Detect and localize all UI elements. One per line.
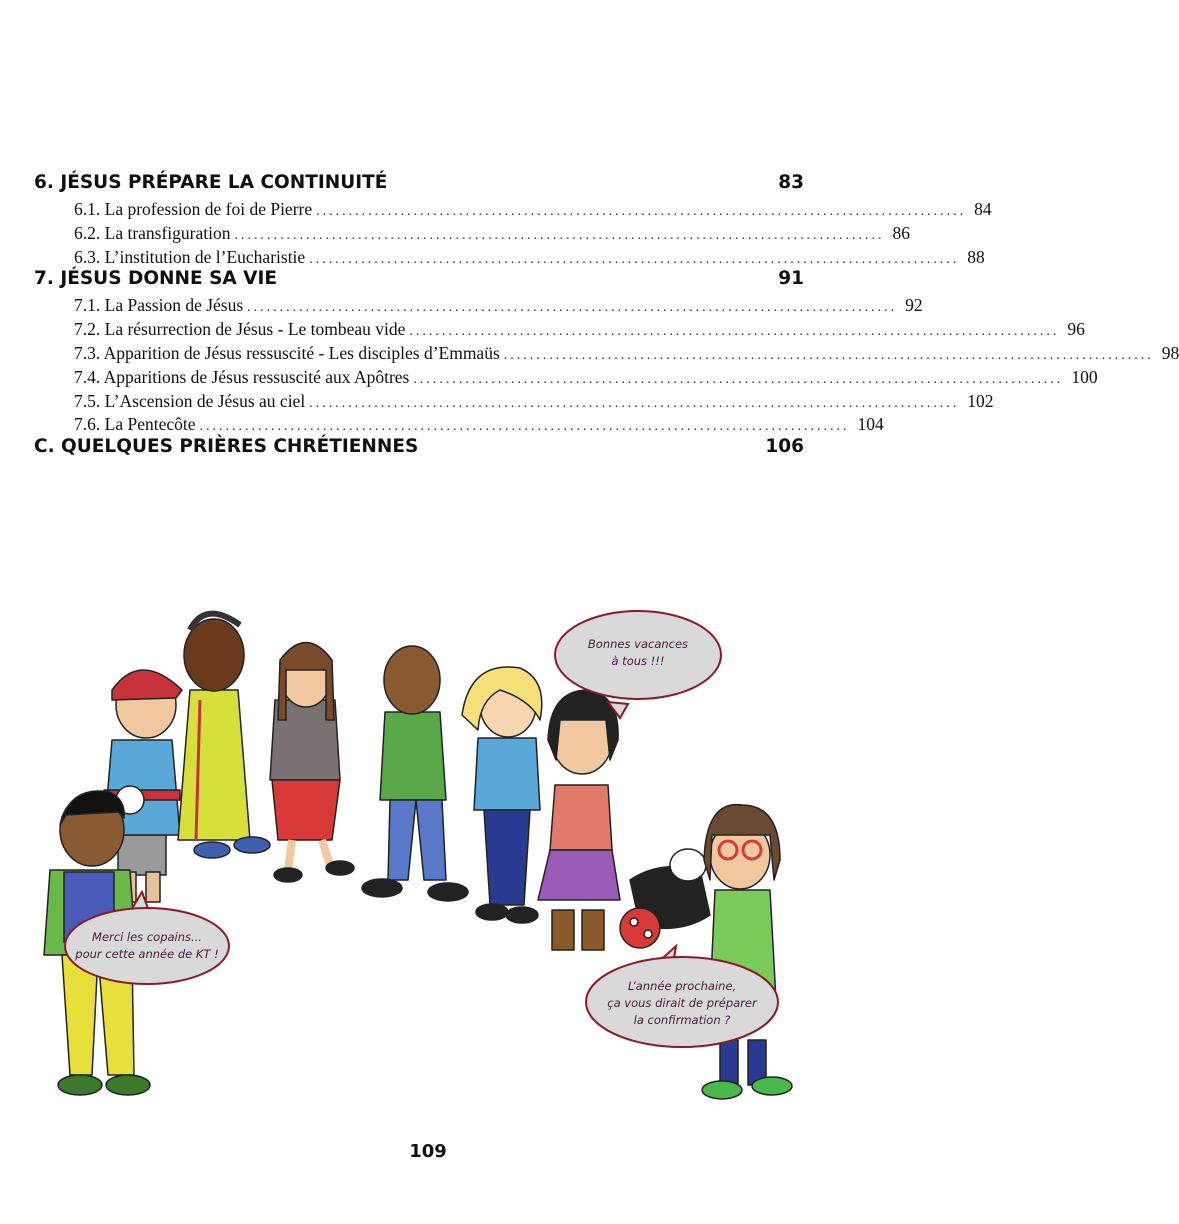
kid-braids <box>178 614 270 858</box>
bubble-text-line: à tous !!! <box>611 654 665 668</box>
toc-leader: .................................................................................................... <box>309 252 960 267</box>
bubble-text-line: ça vous dirait de préparer <box>607 996 757 1010</box>
toc-title: 7.1. La Passion de Jésus <box>74 295 244 315</box>
kid-glasses <box>702 805 792 1099</box>
kid-blonde <box>462 667 542 923</box>
toc-title: 7.4. Apparitions de Jésus ressuscité aux Apôtres <box>74 367 410 387</box>
toc-page: 91 <box>778 268 804 289</box>
bubble-text-line: Merci les copains... <box>92 930 202 944</box>
toc-leader: .................................................................................................... <box>409 324 1060 339</box>
toc-page: 84 <box>974 199 992 219</box>
toc-title: 6.1. La profession de foi de Pierre <box>74 199 313 219</box>
page-number: 109 <box>409 1141 447 1162</box>
toc-title: 6.3. L’institution de l’Eucharistie <box>74 247 306 267</box>
toc-leader: .................................................................................................... <box>413 372 1064 387</box>
toc-page: 83 <box>778 172 804 193</box>
toc-title: 6. JÉSUS PRÉPARE LA CONTINUITÉ <box>34 172 388 193</box>
toc-leader: .................................................................................................... <box>316 204 967 219</box>
kid-cap <box>104 670 182 902</box>
toc-title: 7.5. L’Ascension de Jésus au ciel <box>74 391 306 411</box>
toc-page: 92 <box>905 295 923 315</box>
toc-page: 98 <box>1161 343 1179 363</box>
kid-dark-hair <box>538 690 620 950</box>
bubble-text-line: la confirmation ? <box>633 1013 731 1027</box>
toc-page: 104 <box>857 414 884 434</box>
kid-green-sweater <box>362 646 468 901</box>
kid-grey-sweater <box>270 643 354 883</box>
bubble-text-line: pour cette année de KT ! <box>75 947 219 961</box>
toc-title: 6.2. La transfiguration <box>74 223 231 243</box>
toc-title: 7. JÉSUS DONNE SA VIE <box>34 268 278 289</box>
toc-leader: .................................................................................................... <box>503 348 1154 363</box>
toc-page: 100 <box>1071 367 1098 387</box>
toc-leader: .................................................................................................... <box>234 228 885 243</box>
toc-title: 7.2. La résurrection de Jésus - Le tombeau vide <box>74 319 406 339</box>
toc-title: 7.3. Apparition de Jésus ressuscité - Les disciples d’Emmaüs <box>74 343 500 363</box>
cat-with-ball <box>620 849 710 948</box>
bubble-text-line: Bonnes vacances <box>587 637 689 651</box>
toc-page: 106 <box>765 436 804 457</box>
toc-page: 86 <box>892 223 910 243</box>
toc-leader: .................................................................................................... <box>199 419 850 434</box>
toc-leader: .................................................................................................... <box>247 300 898 315</box>
toc-title: C. QUELQUES PRIÈRES CHRÉTIENNES <box>34 436 419 457</box>
toc-page: 96 <box>1067 319 1085 339</box>
toc-page: 88 <box>967 247 985 267</box>
toc-page: 102 <box>967 391 994 411</box>
toc-leader: .................................................................................................... <box>309 396 960 411</box>
bubble-text-line: L’année prochaine, <box>627 979 737 993</box>
toc-title: 7.6. La Pentecôte <box>74 414 196 434</box>
